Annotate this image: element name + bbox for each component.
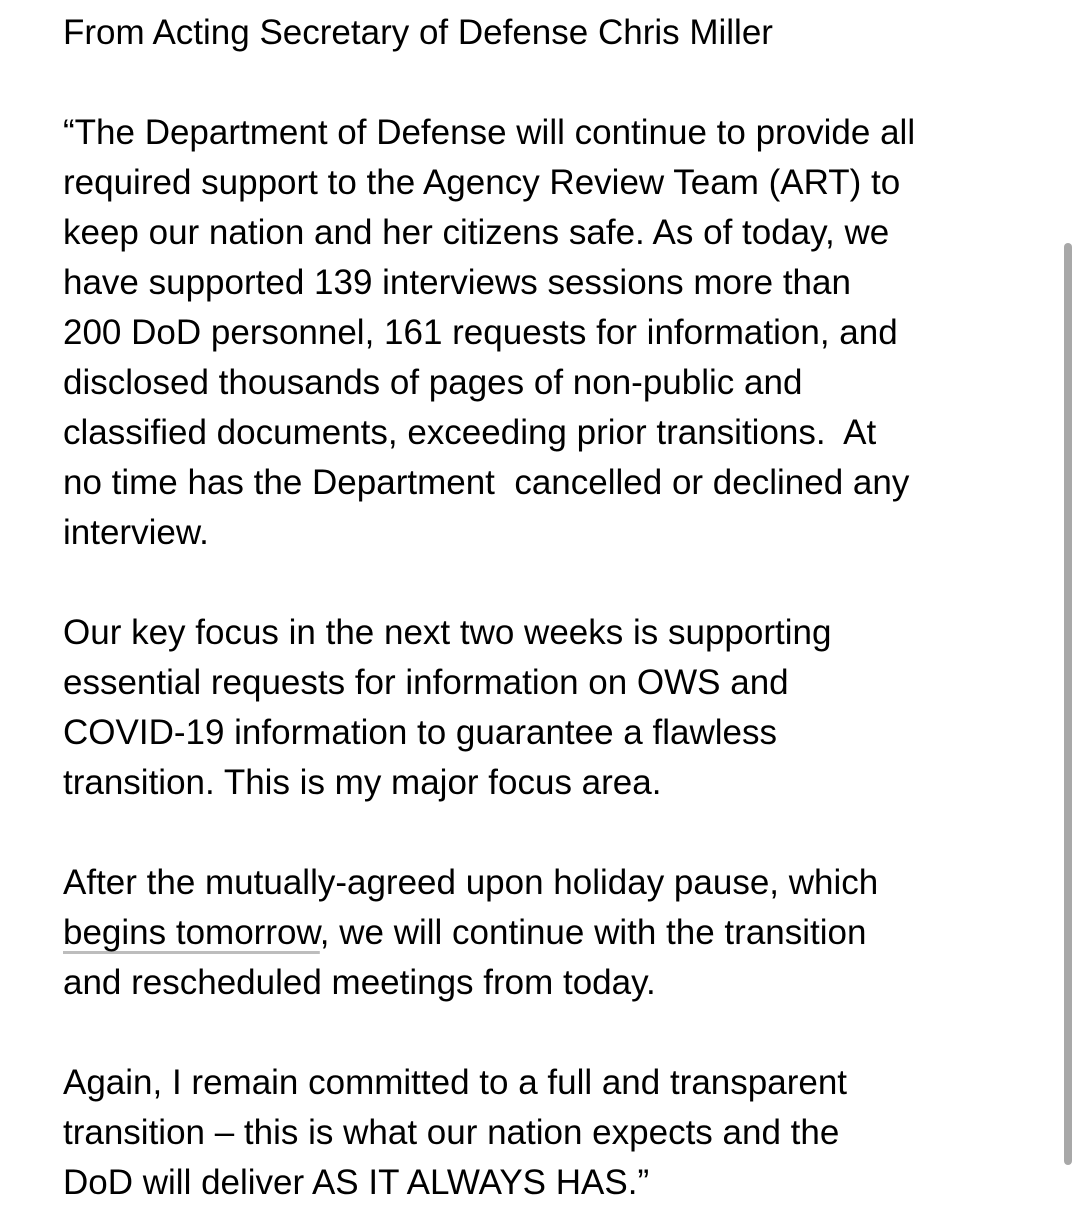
text-segment: DoD will deliver AS IT ALWAYS HAS.” xyxy=(63,1163,650,1202)
text-line xyxy=(63,1108,1033,1158)
text-segment: have supported 139 interviews sessions more than xyxy=(63,263,851,302)
text-line xyxy=(63,1058,1033,1108)
text-segment: classified documents, exceeding prior transitions. At xyxy=(63,413,877,452)
text-line xyxy=(63,858,1033,908)
paragraph xyxy=(63,1058,1033,1208)
text-segment: Again, I remain committed to a full and transparent xyxy=(63,1063,848,1102)
text-segment: “The Department of Defense will continue to provide all xyxy=(63,113,916,152)
text-line xyxy=(63,758,1033,808)
text-line xyxy=(63,358,1033,408)
text-segment: and rescheduled meetings from today. xyxy=(63,963,656,1002)
paragraph xyxy=(63,108,1033,558)
text-segment: COVID-19 information to guarantee a flawless xyxy=(63,713,777,752)
text-line xyxy=(63,1158,1033,1208)
text-line xyxy=(63,608,1033,658)
text-line xyxy=(63,958,1033,1008)
detected-date-link[interactable]: begins tomorrow xyxy=(63,913,320,952)
text-segment: 200 DoD personnel, 161 requests for information, and xyxy=(63,313,898,352)
vertical-scrollbar-thumb[interactable] xyxy=(1064,243,1072,1165)
text-line xyxy=(63,158,1033,208)
text-line xyxy=(63,308,1033,358)
document-heading: From Acting Secretary of Defense Chris Miller xyxy=(63,13,773,52)
text-line xyxy=(63,908,1033,958)
text-segment: disclosed thousands of pages of non-public and xyxy=(63,363,803,402)
document-body xyxy=(63,108,1033,1208)
paragraph xyxy=(63,608,1033,808)
text-segment: no time has the Department cancelled or declined any xyxy=(63,463,910,502)
text-segment: Our key focus in the next two weeks is supporting xyxy=(63,613,832,652)
text-line xyxy=(63,658,1033,708)
text-segment: transition. This is my major focus area. xyxy=(63,763,662,802)
text-segment: keep our nation and her citizens safe. As of today, we xyxy=(63,213,890,252)
text-segment: transition – this is what our nation expects and the xyxy=(63,1113,840,1152)
text-segment: essential requests for information on OWS and xyxy=(63,663,789,702)
text-segment: interview. xyxy=(63,513,209,552)
text-segment: After the mutually-agreed upon holiday pause, which xyxy=(63,863,879,902)
text-segment: required support to the Agency Review Team (ART) to xyxy=(63,163,901,202)
text-line xyxy=(63,408,1033,458)
text-line xyxy=(63,458,1033,508)
paragraph xyxy=(63,858,1033,1008)
text-line xyxy=(63,508,1033,558)
document-content xyxy=(63,8,1033,1225)
text-segment: , we will continue with the transition xyxy=(319,913,867,952)
text-line xyxy=(63,258,1033,308)
text-line xyxy=(63,208,1033,258)
text-line xyxy=(63,708,1033,758)
text-line xyxy=(63,108,1033,158)
